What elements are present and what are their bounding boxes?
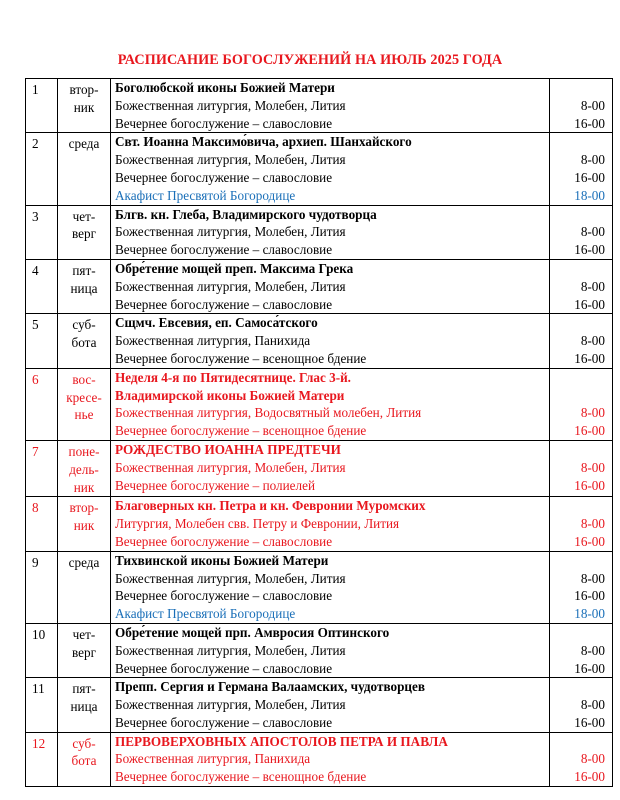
day-of-week-part: ник (73, 479, 95, 495)
day-row (26, 497, 613, 551)
page-title: РАСПИСАНИЕ БОГОСЛУЖЕНИЙ НА ИЮЛЬ 2025 ГОДА (117, 52, 503, 68)
service-time (550, 133, 605, 151)
day-of-week (58, 205, 111, 259)
day-row (26, 205, 613, 259)
day-number: 8 (26, 497, 58, 551)
times-cell (550, 205, 613, 259)
day-of-week (58, 732, 111, 786)
day-of-week-part: ник (73, 99, 95, 115)
service-time (550, 260, 605, 278)
service-time (550, 314, 605, 332)
schedule-table (25, 78, 613, 787)
day-of-week-part: поне- (68, 443, 100, 459)
service-line: Акафист Пресвятой Богородице (115, 187, 296, 203)
service-time (550, 369, 605, 387)
services-cell (111, 623, 550, 677)
service-line: Вечернее богослужение – славословие (115, 588, 333, 604)
day-number: 2 (26, 133, 58, 205)
times-cell (550, 259, 613, 313)
feast-title: Свт. Иоанна Максимо́вича, архиеп. Шанхайского (115, 134, 412, 150)
service-time (550, 387, 605, 405)
day-row (26, 314, 613, 368)
times-cell (550, 314, 613, 368)
day-of-week-part: бота (71, 335, 97, 351)
feast-title: Обре́тение мощей прп. Амвросия Оптинского (115, 624, 390, 640)
day-of-week (58, 259, 111, 313)
service-time (550, 441, 605, 459)
day-row (26, 732, 613, 786)
day-of-week-part: ница (70, 699, 98, 715)
service-time: 16-00 (574, 588, 605, 604)
service-line: Вечернее богослужение – славословие (115, 714, 333, 730)
services-cell (111, 133, 550, 205)
service-line: Вечернее богослужение – славословие (115, 242, 333, 258)
day-number: 6 (26, 368, 58, 440)
feast-title: Тихвинской иконы Божией Матери (115, 552, 329, 568)
day-number: 1 (26, 79, 58, 133)
day-of-week-part: дель- (69, 461, 99, 477)
services-cell (111, 678, 550, 732)
service-time: 16-00 (574, 115, 605, 131)
service-time: 8-00 (580, 152, 605, 168)
service-line: Божественная литургия, Молебен, Лития (115, 278, 346, 294)
times-cell (550, 551, 613, 623)
service-line: Божественная литургия, Панихида (115, 333, 311, 349)
day-of-week-part: бота (71, 753, 97, 769)
day-number: 4 (26, 259, 58, 313)
times-cell (550, 79, 613, 133)
service-time: 8-00 (580, 224, 605, 240)
schedule-body (26, 79, 613, 787)
day-of-week-part: ница (70, 280, 98, 296)
service-time: 8-00 (580, 697, 605, 713)
feast-title: ПЕРВОВЕРХОВНЫХ АПОСТОЛОВ ПЕТРА И ПАВЛА (115, 733, 448, 749)
service-time: 8-00 (580, 516, 605, 532)
day-row (26, 133, 613, 205)
service-line: Вечернее богослужение – славословие (115, 115, 333, 131)
service-line: Акафист Пресвятой Богородице (115, 606, 296, 622)
day-of-week-part: среда (68, 136, 100, 152)
day-of-week-part: верг (71, 644, 96, 660)
service-time: 18-00 (574, 187, 605, 203)
service-time: 8-00 (580, 405, 605, 421)
times-cell (550, 732, 613, 786)
services-cell (111, 79, 550, 133)
day-of-week-part: чет- (72, 208, 96, 224)
services-cell (111, 259, 550, 313)
service-time: 16-00 (574, 477, 605, 493)
day-of-week (58, 623, 111, 677)
service-time: 16-00 (574, 533, 605, 549)
day-of-week-part: суб- (72, 735, 96, 751)
day-of-week-part: нье (74, 407, 94, 423)
service-time: 8-00 (580, 642, 605, 658)
day-of-week-part: ник (73, 518, 95, 534)
day-of-week-part: суб- (72, 317, 96, 333)
service-line: Вечернее богослужение – славословие (115, 296, 333, 312)
service-time: 8-00 (580, 97, 605, 113)
service-time (550, 552, 605, 570)
service-time (550, 497, 605, 515)
times-cell (550, 623, 613, 677)
service-line: Вечернее богослужение – славословие (115, 660, 333, 676)
service-time (550, 79, 605, 97)
day-of-week-part: среда (68, 554, 100, 570)
service-line: Вечернее богослужение – всенощное бдение (115, 423, 367, 439)
day-of-week-part: чет- (72, 626, 96, 642)
day-row (26, 440, 613, 496)
service-line: Вечернее богослужение – всенощное бдение (115, 350, 367, 366)
feast-title: Блгв. кн. Глеба, Владимирского чудотворца (115, 206, 377, 222)
feast-title: Благоверных кн. Петра и кн. Февронии Муромских (115, 498, 426, 514)
day-row (26, 79, 613, 133)
day-of-week (58, 79, 111, 133)
service-line: Божественная литургия, Молебен, Лития (115, 570, 346, 586)
day-of-week (58, 440, 111, 496)
service-line: Вечернее богослужение – славословие (115, 533, 333, 549)
service-line: Божественная литургия, Молебен, Лития (115, 224, 346, 240)
day-of-week-part: верг (71, 226, 96, 242)
service-time: 8-00 (580, 751, 605, 767)
day-number: 3 (26, 205, 58, 259)
day-of-week-part: кресе- (66, 389, 102, 405)
day-row (26, 678, 613, 732)
service-time (550, 678, 605, 696)
times-cell (550, 678, 613, 732)
feast-title: Владимирской иконы Божией Матери (115, 387, 345, 403)
day-of-week-part: пят- (72, 681, 96, 697)
times-cell (550, 440, 613, 496)
services-cell (111, 497, 550, 551)
service-line: Божественная литургия, Молебен, Лития (115, 642, 346, 658)
feast-title: Боголюбской иконы Божией Матери (115, 80, 335, 95)
feast-title: Обре́тение мощей преп. Максима Грека (115, 260, 354, 276)
service-line: Божественная литургия, Молебен, Лития (115, 459, 346, 475)
day-number: 5 (26, 314, 58, 368)
service-line: Литургия, Молебен свв. Петру и Февронии, Лития (115, 516, 400, 532)
service-time: 16-00 (574, 350, 605, 366)
day-of-week (58, 133, 111, 205)
service-time: 16-00 (574, 169, 605, 185)
service-time: 8-00 (580, 570, 605, 586)
day-of-week-part: пят- (72, 262, 96, 278)
day-of-week (58, 678, 111, 732)
feast-title: РОЖДЕСТВО ИОАННА ПРЕДТЕЧИ (115, 441, 341, 457)
day-number: 7 (26, 440, 58, 496)
service-time: 16-00 (574, 769, 605, 785)
day-of-week (58, 314, 111, 368)
service-line: Вечернее богослужение – славословие (115, 169, 333, 185)
day-of-week-part: втор- (69, 500, 99, 516)
services-cell (111, 368, 550, 440)
service-line: Вечернее богослужение – полиелей (115, 477, 316, 493)
service-line: Божественная литургия, Молебен, Лития (115, 152, 346, 168)
times-cell (550, 368, 613, 440)
service-time: 8-00 (580, 459, 605, 475)
day-number: 11 (26, 678, 58, 732)
service-time (550, 206, 605, 224)
feast-title: Неделя 4-я по Пятидесятнице. Глас 3-й. (115, 369, 351, 385)
services-cell (111, 440, 550, 496)
feast-title: Сщмч. Евсевия, еп. Самоса́тского (115, 315, 318, 331)
service-time: 8-00 (580, 278, 605, 294)
services-cell (111, 314, 550, 368)
day-of-week (58, 368, 111, 440)
day-number: 9 (26, 551, 58, 623)
service-line: Божественная литургия, Молебен, Лития (115, 97, 346, 113)
day-row (26, 259, 613, 313)
day-of-week (58, 497, 111, 551)
feast-title: Препп. Сергия и Германа Валаамских, чудотворцев (115, 679, 425, 695)
times-cell (550, 497, 613, 551)
day-of-week (58, 551, 111, 623)
day-number: 10 (26, 623, 58, 677)
services-cell (111, 732, 550, 786)
service-time: 16-00 (574, 714, 605, 730)
day-of-week-part: втор- (69, 82, 99, 97)
service-time: 16-00 (574, 242, 605, 258)
service-time: 18-00 (574, 606, 605, 622)
service-line: Божественная литургия, Молебен, Лития (115, 697, 346, 713)
day-of-week-part: вос- (72, 371, 96, 387)
service-time: 16-00 (574, 660, 605, 676)
services-cell (111, 205, 550, 259)
service-time: 16-00 (574, 423, 605, 439)
day-number: 12 (26, 732, 58, 786)
day-row (26, 368, 613, 440)
day-row (26, 623, 613, 677)
service-line: Божественная литургия, Панихида (115, 751, 311, 767)
service-line: Вечернее богослужение – всенощное бдение (115, 769, 367, 785)
service-time: 16-00 (574, 296, 605, 312)
service-time (550, 624, 605, 642)
times-cell (550, 133, 613, 205)
service-time (550, 733, 605, 751)
day-row (26, 551, 613, 623)
services-cell (111, 551, 550, 623)
service-line: Божественная литургия, Водосвятный молебен, Лития (115, 405, 422, 421)
service-time: 8-00 (580, 333, 605, 349)
